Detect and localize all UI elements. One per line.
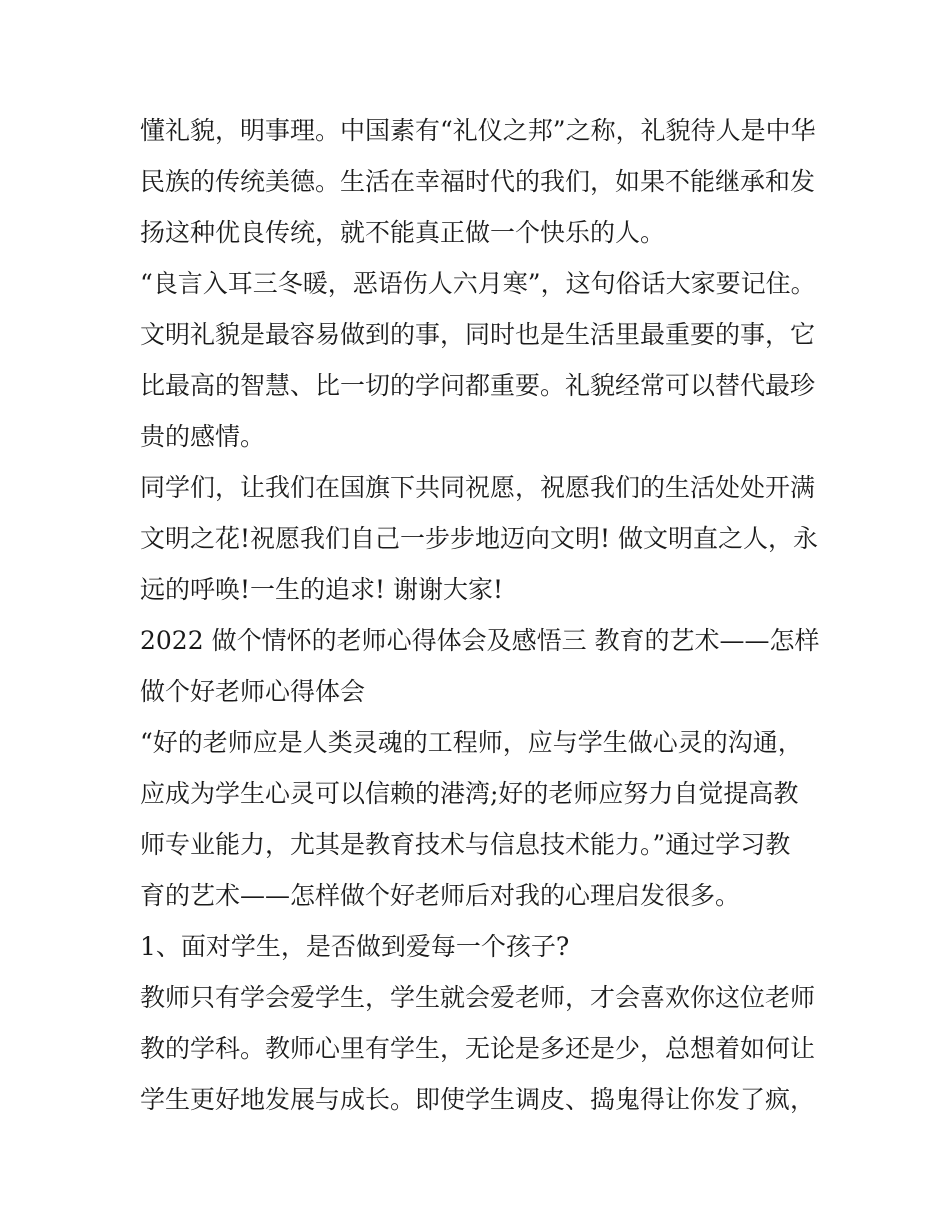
- text-line: 学生更好地发展与成长。即使学生调皮、捣鬼得让你发了疯，: [140, 1085, 816, 1114]
- text-line: 师专业能力，尤其是教育技术与信息技术能力。”通过学习教: [140, 830, 791, 859]
- document-body: [140, 105, 830, 1125]
- text-line: 民族的传统美德。生活在幸福时代的我们，如果不能继承和发: [140, 167, 816, 196]
- text-line: 贵的感情。: [140, 422, 266, 451]
- section-heading-line: 做个好老师心得体会: [140, 677, 366, 706]
- text-line: 文明之花!祝愿我们自己一步步地迈向文明! 做文明直之人，永: [140, 524, 819, 553]
- text-line: 教师只有学会爱学生，学生就会爱老师，才会喜欢你这位老师: [140, 983, 816, 1012]
- text-line: 同学们，让我们在国旗下共同祝愿，祝愿我们的生活处处开满: [140, 473, 816, 502]
- text-line: 比最高的智慧、比一切的学问都重要。礼貌经常可以替代最珍: [140, 371, 816, 400]
- text-line: 扬这种优良传统，就不能真正做一个快乐的人。: [140, 218, 666, 247]
- text-line: “良言入耳三冬暖，恶语伤人六月寒”，这句俗话大家要记住。: [140, 269, 816, 298]
- text-line: 教的学科。教师心里有学生，无论是多还是少，总想着如何让: [140, 1034, 816, 1063]
- text-line: “好的老师应是人类灵魂的工程师，应与学生做心灵的沟通，: [140, 728, 803, 757]
- text-line: 文明礼貌是最容易做到的事，同时也是生活里最重要的事，它: [140, 320, 816, 349]
- list-item-heading: 1、面对学生，是否做到爱每一个孩子?: [140, 932, 570, 961]
- text-line: 远的呼唤!一生的追求! 谢谢大家!: [140, 575, 504, 604]
- text-line: 应成为学生心灵可以信赖的港湾;好的老师应努力自觉提高教: [140, 779, 799, 808]
- section-heading-line: 2022 做个情怀的老师心得体会及感悟三 教育的艺术——怎样: [140, 626, 820, 655]
- text-line: 懂礼貌，明事理。中国素有“礼仪之邦”之称，礼貌待人是中华: [140, 116, 816, 145]
- text-line: 育的艺术——怎样做个好老师后对我的心理启发很多。: [140, 881, 741, 910]
